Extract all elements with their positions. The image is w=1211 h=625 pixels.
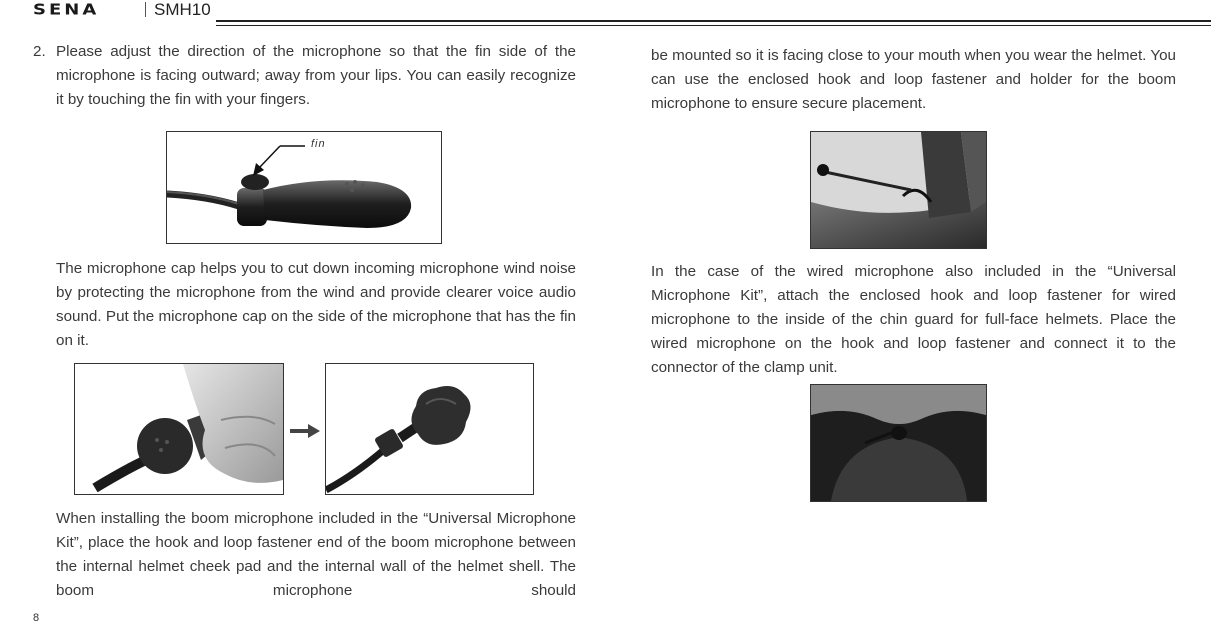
arrow-right-icon [290,424,320,438]
page-number: 8 [33,612,40,624]
fin-photo [166,131,442,244]
step-number: 2. [33,43,46,60]
microphone-fin-illustration [167,132,441,243]
page-header [33,0,1211,30]
cap-photo-before [74,363,284,495]
step-paragraph: Please adjust the direction of the microphone so that the fin side of the microphone is facing outward; away from your lips. You can easily recognize it by touching the fin with your fingers. [56,43,576,108]
wired-paragraph: In the case of the wired microphone also included in the “Universal Microphone Kit”, attach the enclosed hook and loop fastener for wired microphone to the inside of the chin guard for full-face helmets. Place the wired microphone on the hook and loop fastener and connect it to the connector of the clamp unit. [651,263,1176,376]
helmet-wired-photo [810,384,987,502]
header-separator [145,2,146,17]
brand-logo: SENA [33,1,100,19]
fin-label: fin [311,138,326,150]
continued-paragraph: be mounted so it is facing close to your mouth when you wear the helmet. You can use the enclosed hook and loop fastener and holder for the boom microphone to ensure secure placement. [651,47,1176,112]
cap-paragraph: The microphone cap helps you to cut down incoming microphone wind noise by protecting the microphone from the wind and provide clearer voice audio sound. Put the microphone cap on the side of the microphone that has the fin on it. [56,260,576,349]
header-rule-thin [216,25,1211,26]
model-name: SMH10 [154,0,211,19]
header-rule [216,20,1211,22]
cap-photo-after [325,363,534,495]
install-paragraph: When installing the boom microphone included in the “Universal Microphone Kit”, place the hook and loop fastener end of the boom microphone between the internal helmet cheek pad and the internal wall of the helmet shell. The boom microphone should [56,510,576,599]
helmet-boom-photo [810,131,987,249]
